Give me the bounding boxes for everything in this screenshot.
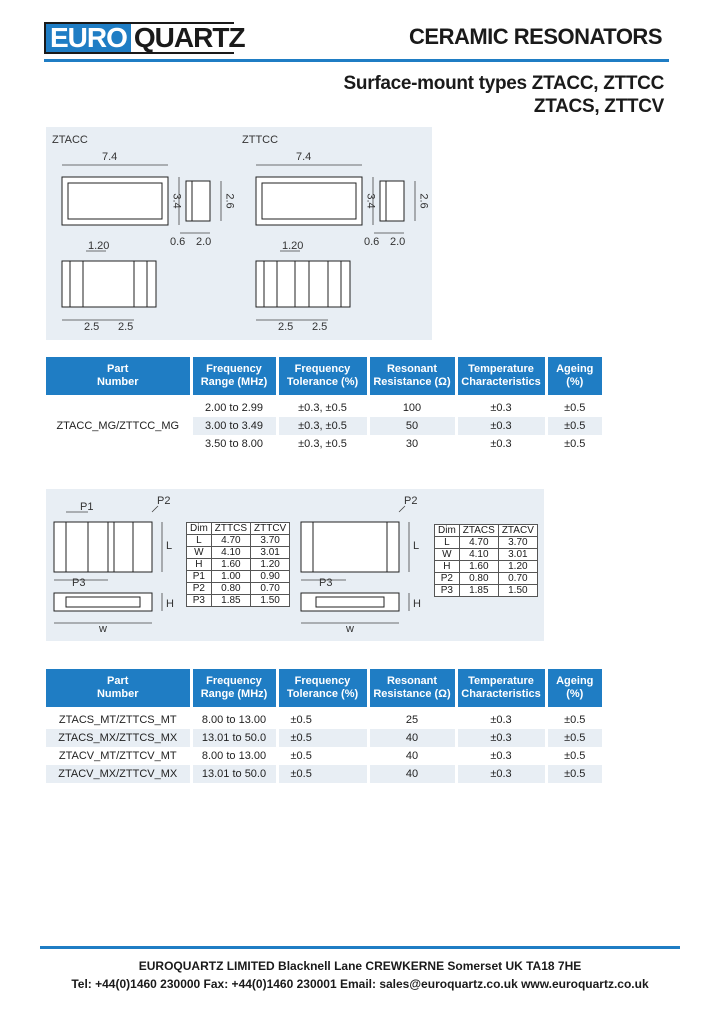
range-cell: 3.00 to 3.49 (191, 417, 277, 435)
dimension-drawing-panel-2 (46, 489, 544, 641)
label-p1-left: P1 (80, 501, 94, 513)
label-l-left: L (166, 540, 173, 552)
dim-cell: 4.70 (459, 537, 498, 549)
dim-cell: 0.80 (459, 573, 498, 585)
ageing-cell: ±0.5 (564, 402, 586, 414)
dim-p2-left: 2.5 (118, 321, 134, 333)
temperature-cell: ±0.3 (456, 711, 546, 729)
dim-head: ZTTCV (251, 523, 290, 535)
dim-cell: P3 (435, 585, 460, 597)
dim-cell: 0.70 (251, 583, 290, 595)
range-cell: 3.50 to 8.00 (191, 435, 277, 453)
dim-cell: 4.70 (211, 535, 250, 547)
dim-cell: L (187, 535, 212, 547)
dim-head: ZTACS (459, 525, 498, 537)
tolerance-cell: ±0.3, ±0.5 (277, 435, 368, 453)
ageing-cell: ±0.5 (564, 750, 586, 762)
table-row (435, 549, 538, 561)
dim-cell: W (187, 547, 212, 559)
logo-quartz-text: QUARTZ (131, 24, 248, 52)
dim-cell: 3.01 (251, 547, 290, 559)
dim-cell: 4.10 (211, 547, 250, 559)
table-row (46, 711, 602, 729)
dim-cell: 0.90 (251, 571, 290, 583)
resistance-cell: 100 (368, 399, 456, 417)
temperature-cell: ±0.3 (456, 747, 546, 765)
subtitle-line-2: ZTACS, ZTTCV (533, 96, 664, 117)
table-row (187, 535, 290, 547)
range-cell: 2.00 to 2.99 (191, 399, 277, 417)
ztacs-zttcv-spec-table (46, 669, 602, 783)
dim-cell: 1.50 (498, 585, 537, 597)
dim-cell: P3 (187, 595, 212, 607)
temperature-cell: ±0.3 (456, 435, 546, 453)
page-title: CERAMIC RESONATORS (409, 24, 662, 49)
tolerance-cell: ±0.5 (277, 729, 368, 747)
dim-cell: 1.20 (251, 559, 290, 571)
dim-cell: P2 (435, 573, 460, 585)
dim-head: ZTTCS (211, 523, 250, 535)
resistance-cell: 40 (368, 765, 456, 783)
dim-cell: 4.10 (459, 549, 498, 561)
temperature-cell: ±0.3 (456, 417, 546, 435)
ztacs-ztacv-dim-table (434, 524, 538, 597)
table-row (435, 585, 538, 597)
table-row (187, 547, 290, 559)
label-zttcc: ZTTCC (242, 134, 279, 146)
label-w-left: w (99, 623, 107, 635)
dim-cell: P1 (187, 571, 212, 583)
zttcs-zttcv-dim-table (186, 522, 290, 607)
dim-cell: L (435, 537, 460, 549)
header-ageing: Ageing (%) (546, 669, 602, 707)
ageing-cell: ±0.5 (546, 765, 602, 783)
dim-cell: 3.01 (498, 549, 537, 561)
ageing-cell: ±0.5 (546, 417, 602, 435)
dim-cell: 3.70 (498, 537, 537, 549)
dim-length-right: 7.4 (296, 151, 312, 163)
table-row (46, 765, 602, 783)
label-l-right: L (413, 540, 420, 552)
part-number-cell: ZTACS_MT/ZTTCS_MT (46, 711, 191, 729)
dim-cell: 1.50 (251, 595, 290, 607)
header-resonant-resistance: Resonant Resistance (Ω) (368, 669, 456, 707)
dim-height-left: 3.4 (170, 193, 183, 209)
label-p3-right: P3 (319, 577, 333, 589)
resistance-cell: 25 (368, 711, 456, 729)
table-row (187, 583, 290, 595)
resistance-cell: 50 (368, 417, 456, 435)
table-row (46, 729, 602, 747)
tolerance-cell: ±0.5 (277, 711, 368, 729)
table-row (46, 747, 602, 765)
resistance-cell: 30 (368, 435, 456, 453)
header-frequency-range: Frequency Range (MHz) (191, 669, 277, 707)
table-row (46, 399, 602, 417)
label-w-right: w (346, 623, 354, 635)
dim-cell: H (435, 561, 460, 573)
dim-cell: 1.60 (459, 561, 498, 573)
tolerance-cell: ±0.5 (277, 765, 368, 783)
table-row (435, 573, 538, 585)
dim-b-right: 2.0 (390, 236, 406, 248)
dim-length-left: 7.4 (102, 151, 118, 163)
label-h-left: H (166, 598, 174, 610)
footer-address: EUROQUARTZ LIMITED Blacknell Lane CREWKERNE Somerset UK TA18 7HE (138, 959, 582, 973)
range-cell: 13.01 to 50.0 (191, 765, 277, 783)
dim-cell: 1.85 (211, 595, 250, 607)
footer-contact: Tel: +44(0)1460 230000 Fax: +44(0)1460 230001 Email: sales@euroquartz.co.uk www.euroquartz.co.uk (71, 977, 649, 991)
label-p2-right: P2 (404, 495, 418, 507)
dim-pitch-left: 1.20 (88, 240, 110, 252)
dim-cell: 1.20 (498, 561, 537, 573)
dim-height-right: 3.4 (364, 193, 377, 209)
dim-height2-left: 2.6 (223, 193, 236, 209)
header-ageing: Ageing (%) (546, 357, 602, 395)
dim-a-right: 0.6 (364, 236, 380, 248)
temperature-cell: ±0.3 (456, 399, 546, 417)
header-part-number: Part Number (46, 669, 191, 707)
ageing-cell: ±0.5 (564, 714, 586, 726)
range-cell: 13.01 to 50.0 (191, 729, 277, 747)
ageing-cell: ±0.5 (564, 438, 586, 450)
subtitle-line-1: Surface-mount types ZTACC, ZTTCC (343, 73, 664, 94)
dim-p1-left: 2.5 (84, 321, 100, 333)
part-number-cell: ZTACV_MT/ZTTCV_MT (46, 747, 191, 765)
label-p2-left: P2 (157, 495, 171, 507)
dim-p1-right: 2.5 (278, 321, 294, 333)
header-divider (44, 59, 669, 62)
dim-a-left: 0.6 (170, 236, 186, 248)
table-row (435, 561, 538, 573)
tolerance-cell: ±0.5 (277, 747, 368, 765)
tolerance-cell: ±0.3, ±0.5 (277, 417, 368, 435)
label-ztacc: ZTACC (52, 134, 88, 146)
table-row (187, 559, 290, 571)
resistance-cell: 40 (368, 729, 456, 747)
table-header-row (46, 669, 602, 707)
dim-cell: W (435, 549, 460, 561)
dim-cell: 1.85 (459, 585, 498, 597)
ztacc-zttcc-spec-table (46, 357, 602, 453)
header-frequency-range: Frequency Range (MHz) (191, 357, 277, 395)
dim-cell: 3.70 (251, 535, 290, 547)
dim-head: Dim (187, 523, 212, 535)
dim-cell: 0.70 (498, 573, 537, 585)
dim-cell: 1.60 (211, 559, 250, 571)
euroquartz-logo (44, 22, 245, 54)
dimension-drawing-panel-1 (46, 127, 432, 340)
dim-cell: 0.80 (211, 583, 250, 595)
dim-cell: P2 (187, 583, 212, 595)
table-row (187, 571, 290, 583)
range-cell: 8.00 to 13.00 (191, 711, 277, 729)
temperature-cell: ±0.3 (456, 729, 546, 747)
resistance-cell: 40 (368, 747, 456, 765)
table-row (435, 537, 538, 549)
header-part-number: Part Number (46, 357, 191, 395)
header-frequency-tolerance: Frequency Tolerance (%) (277, 357, 368, 395)
header-frequency-tolerance: Frequency Tolerance (%) (277, 669, 368, 707)
logo-euro-text: EURO (46, 24, 131, 52)
dim-pitch-right: 1.20 (282, 240, 304, 252)
ageing-cell: ±0.5 (546, 729, 602, 747)
range-cell: 8.00 to 13.00 (191, 747, 277, 765)
header-resonant-resistance: Resonant Resistance (Ω) (368, 357, 456, 395)
dim-height2-right: 2.6 (417, 193, 430, 209)
footer-divider (40, 946, 680, 949)
table-row (187, 595, 290, 607)
dim-cell: H (187, 559, 212, 571)
dim-cell: 1.00 (211, 571, 250, 583)
table-header-row (46, 357, 602, 395)
part-number-cell: ZTACC_MG/ZTTCC_MG (46, 399, 191, 453)
part-number-cell: ZTACV_MX/ZTTCV_MX (46, 765, 191, 783)
header-temperature: Temperature Characteristics (456, 357, 546, 395)
dim-head: ZTACV (498, 525, 537, 537)
dim-p2-right: 2.5 (312, 321, 328, 333)
temperature-cell: ±0.3 (456, 765, 546, 783)
part-number-cell: ZTACS_MX/ZTTCS_MX (46, 729, 191, 747)
header-temperature: Temperature Characteristics (456, 669, 546, 707)
label-h-right: H (413, 598, 421, 610)
label-p3-left: P3 (72, 577, 86, 589)
dim-b-left: 2.0 (196, 236, 212, 248)
dim-head: Dim (435, 525, 460, 537)
tolerance-cell: ±0.3, ±0.5 (277, 399, 368, 417)
